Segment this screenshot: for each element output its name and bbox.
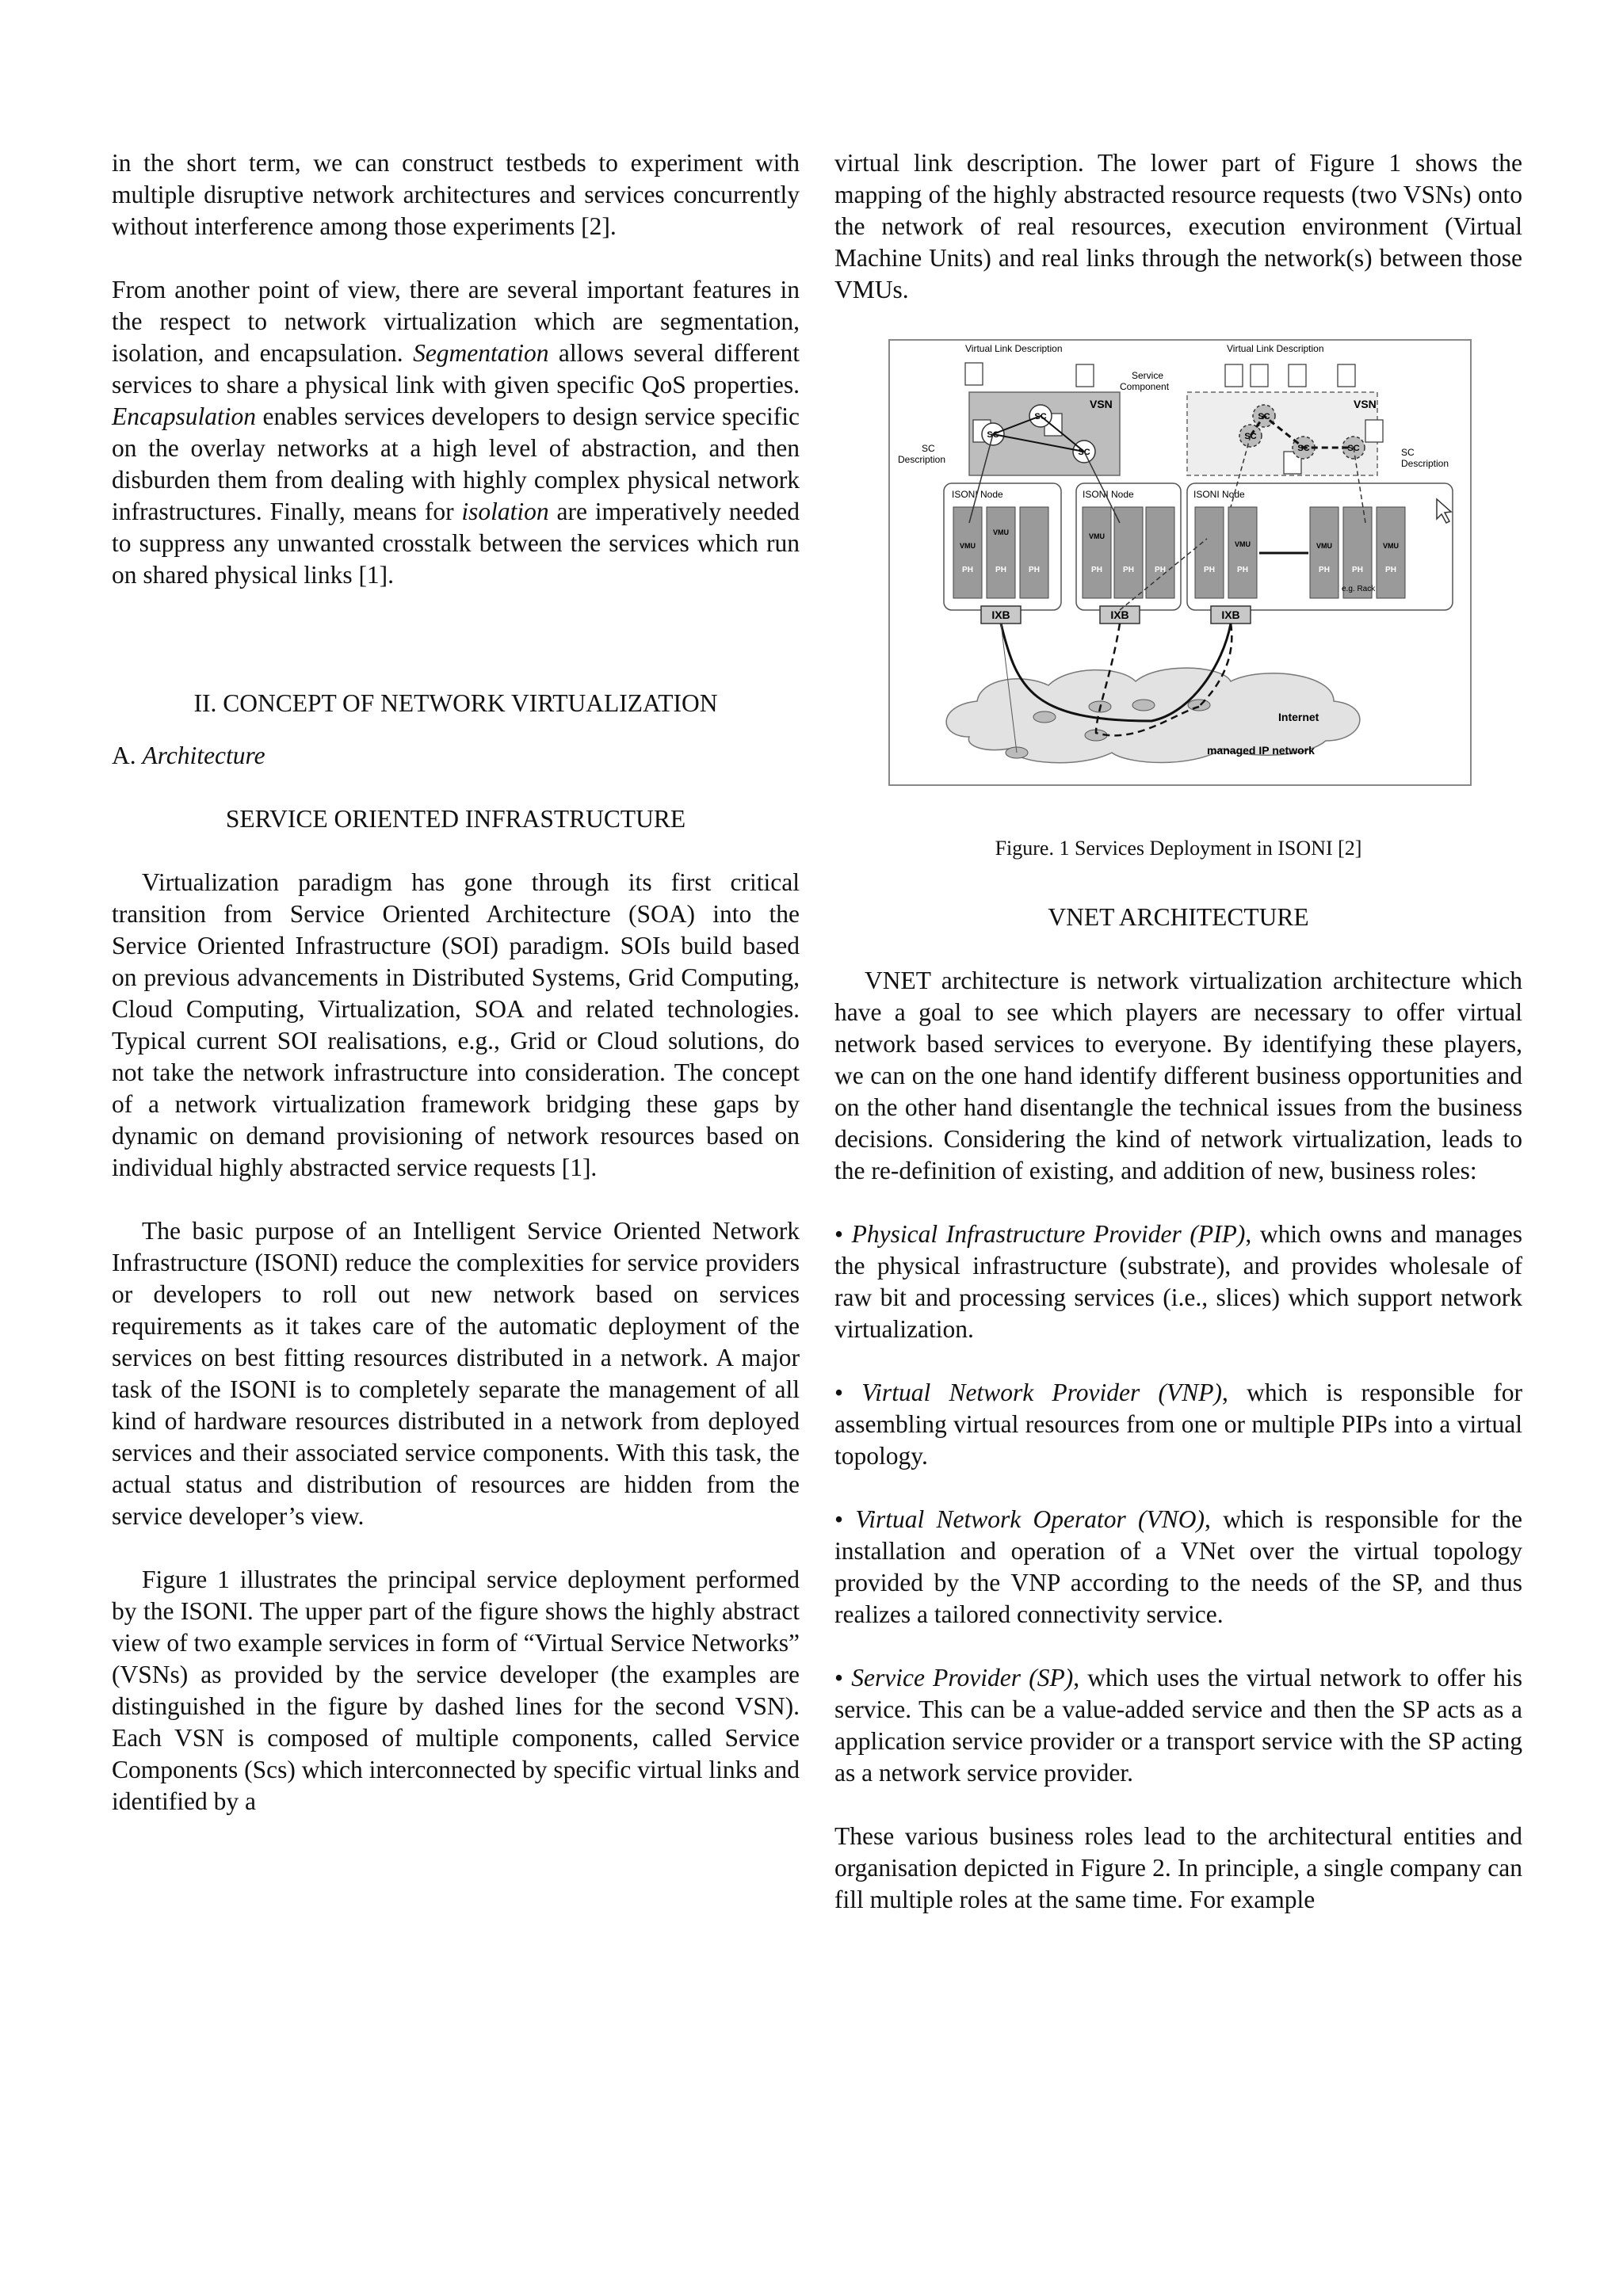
svg-text:IXB: IXB [1110, 608, 1129, 621]
svg-text:PH: PH [995, 566, 1006, 574]
rack-label: e.g. Rack [1342, 585, 1376, 593]
vld-label-left: Virtual Link Description [965, 343, 1063, 354]
svg-text:PH: PH [1385, 566, 1396, 574]
svg-text:SC: SC [1078, 448, 1090, 457]
svg-text:IXB: IXB [1221, 608, 1240, 621]
figure-caption: Figure. 1 Services Deployment in ISONI [2] [995, 837, 1362, 860]
vmu-label: VMU [960, 542, 976, 550]
ph-label: PH [962, 566, 973, 574]
svg-text:VMU: VMU [1383, 542, 1399, 550]
sc-label: SC [987, 430, 999, 440]
svg-text:PH: PH [1123, 566, 1134, 574]
sc-desc-right-label: SC [1401, 447, 1415, 458]
paragraph-business-roles: These various business roles lead to the architectural entities and organisation depicted in Figure 2. In principle, a single company can fill multiple roles at the same time. For example [834, 1822, 1522, 1913]
svg-text:ISONI Node: ISONI Node [1083, 489, 1134, 500]
soi-heading: SERVICE ORIENTED INFRASTRUCTURE [225, 805, 686, 833]
svg-text:VMU: VMU [1089, 532, 1105, 540]
right-column [834, 147, 1522, 1916]
svg-text:SC: SC [1258, 412, 1270, 421]
svg-text:ISONI Node: ISONI Node [1193, 489, 1245, 500]
svg-text:PH: PH [1029, 566, 1040, 574]
svg-text:PH: PH [1352, 566, 1363, 574]
role-sp: • Service Provider (SP), which uses the virtual network to offer his service. This can be a value-added service and then the SP acts as a application service provider or a transport service with the SP acting as a network service provider. [834, 1664, 1522, 1787]
role-vno: • Virtual Network Operator (VNO), which is responsible for the installation and operation of a VNet over the virtual topology provided by the VNP according to the needs of the SP, and thus realizes a tailored connectivity service. [834, 1505, 1522, 1628]
managed-ip-label: managed IP network [1207, 744, 1315, 757]
vnet-heading: VNET ARCHITECTURE [1048, 903, 1309, 931]
paragraph-features: From another point of view, there are several important features in the respect to network virtualization which are segmentation, isolation, and encapsulation. Segmentation allows several different services to share a physical link with given specific QoS properties. Encapsulation enables services developers to design service specific on the overlay networks at a high level of abstraction, and then disburden them from dealing with highly complex physical network infrastructures. Finally, means for isolation are imperatively needed to suppress any unwanted crosstalk between the services which run on shared physical links [1]. [112, 276, 800, 589]
isoni-node-label: ISONI Node [952, 489, 1003, 500]
sc-desc-left-label: SC [922, 443, 935, 454]
vsn-box-right [1187, 392, 1377, 475]
paragraph-soi: Virtualization paradigm has gone through its first critical transition from Service Oriented Architecture (SOA) into the Service Oriented Infrastructure (SOI) paradigm. SOIs build based on previous advancements in Distributed Systems, Grid Computing, Cloud Computing, Virtualization, SOA and related technologies. Typical current SOI realisations, e.g., Grid or Cloud solutions, do not take the network infrastructure into consideration. The concept of a network virtualization framework bridging these gaps by dynamic on demand provisioning of network resources based on individual highly abstracted service requests [1]. [112, 868, 800, 1181]
vld-label-right: Virtual Link Description [1227, 343, 1324, 354]
vsn-label-left: VSN [1090, 398, 1113, 410]
subsection-heading: A. Architecture [112, 742, 265, 769]
paragraph-testbeds: in the short term, we can construct testbeds to experiment with multiple disruptive network architectures and services concurrently without interference among those experiments [2]. [112, 149, 800, 240]
section-heading: II. CONCEPT OF NETWORK VIRTUALIZATION [193, 689, 718, 717]
svg-text:PH: PH [1155, 566, 1166, 574]
svg-text:VMU: VMU [993, 528, 1009, 536]
ixb-label: IXB [991, 608, 1010, 621]
svg-text:Description: Description [1401, 458, 1449, 469]
paragraph-isoni: The basic purpose of an Intelligent Service Oriented Network Infrastructure (ISONI) reduce the complexities for service providers or developers to roll out new network based on services requirements as it takes care of the automatic deployment of the services on best fitting resources distributed in a network. A major task of the ISONI is to completely separate the management of all kind of hardware resources distributed in a network from deployed services and their associated service components. With this task, the actual status and distribution of resources are hidden from the service developer’s view. [112, 1217, 800, 1530]
svg-text:SC: SC [1244, 432, 1257, 441]
svg-text:PH: PH [1319, 566, 1330, 574]
service-component-label: Service [1132, 370, 1164, 381]
role-vnp: • Virtual Network Provider (VNP), which is responsible for assembling virtual resources from one or multiple PIPs into a virtual topology. [834, 1379, 1522, 1470]
left-column [112, 147, 800, 1817]
svg-text:VMU: VMU [1316, 542, 1332, 550]
svg-text:SC: SC [1347, 444, 1360, 453]
paragraph-vnet: VNET architecture is network virtualization architecture which have a goal to see which players are necessary to offer virtual network based services to everyone. By identifying these players, we can on the one hand identify different business opportunities and on the other hand disentangle the technical issues from the business decisions. Considering the kind of network virtualization, leads to the re-definition of existing, and addition of new, business roles: [834, 967, 1522, 1184]
role-pip: • Physical Infrastructure Provider (PIP), which owns and manages the physical infrastructure (substrate), and provides wholesale of raw bit and processing services (i.e., slices) which support network virtualization. [834, 1220, 1522, 1343]
paragraph-mapping: virtual link description. The lower part of Figure 1 shows the mapping of the highly abstracted resource requests (two VSNs) onto the network of real resources, execution environment (Virtual Machine Units) and real links through the network(s) between those VMUs. [834, 149, 1522, 303]
svg-text:PH: PH [1204, 566, 1215, 574]
svg-text:SC: SC [1297, 444, 1310, 453]
internet-label: Internet [1278, 711, 1319, 723]
svg-text:PH: PH [1237, 566, 1248, 574]
svg-text:PH: PH [1091, 566, 1102, 574]
vsn-label-right: VSN [1354, 398, 1377, 410]
svg-text:Description: Description [898, 454, 946, 465]
figure-1-diagram [888, 339, 1472, 786]
svg-text:VMU: VMU [1235, 540, 1251, 548]
paragraph-figure-1: Figure 1 illustrates the principal service deployment performed by the ISONI. The upper part of the figure shows the highly abstract view of two example services in form of “Virtual Service Networks” (VSNs) as provided by the service developer (the examples are distinguished in the figure by dashed lines for the second VSN). Each VSN is composed of multiple components, called Service Components (Scs) which interconnected by specific virtual links and identified by a [112, 1566, 800, 1815]
svg-text:SC: SC [1034, 412, 1047, 421]
svg-text:Component: Component [1120, 381, 1170, 392]
